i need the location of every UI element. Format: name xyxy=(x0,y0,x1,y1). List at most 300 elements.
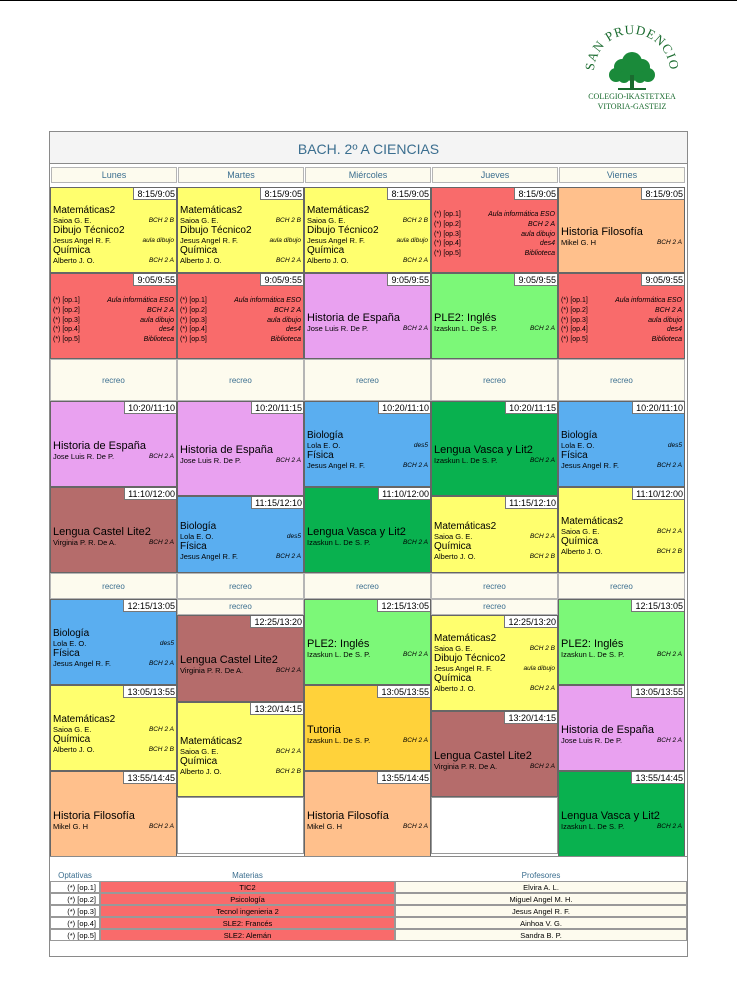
lesson-time: 9:05/9:55 xyxy=(387,274,430,286)
teacher-name: Saioa G. E. xyxy=(307,216,346,225)
teacher-name: Izaskun L. De S. P. xyxy=(561,822,625,831)
tree-logo-icon xyxy=(582,20,682,132)
option-row xyxy=(180,335,301,345)
teacher-name: Izaskun L. De S. P. xyxy=(434,456,498,465)
room-name: BCH 2 B xyxy=(148,217,174,224)
room-name: des5 xyxy=(159,640,174,647)
teacher-name: Mikel G. H xyxy=(53,822,89,831)
teacher-name: Saioa G. E. xyxy=(561,527,600,536)
lesson-content xyxy=(561,810,682,831)
legend-profesor: Miguel Angel M. H. xyxy=(395,893,687,905)
lesson-content xyxy=(561,296,682,345)
subject-name: Matemáticas2 xyxy=(434,521,497,532)
option-code: (*) [op.3] xyxy=(180,316,207,324)
subject-name: Física xyxy=(53,648,80,659)
lesson-time: 12:15/13:05 xyxy=(631,600,684,612)
lesson-time: 9:05/9:55 xyxy=(641,274,684,286)
option-code: (*) [op.5] xyxy=(53,336,80,344)
teacher-name: Jesus Angel R. F. xyxy=(307,236,365,245)
subject-name: PLE2: Inglés xyxy=(307,638,370,650)
option-code: (*) [op.3] xyxy=(434,230,461,238)
teacher-name: Jose Luis R. De P. xyxy=(561,736,623,745)
option-code: (*) [op.1] xyxy=(180,297,207,304)
teacher-name: Saioa G. E. xyxy=(53,216,92,225)
room-name: BCH 2 A xyxy=(402,325,428,332)
legend-profesor: Elvira A. L. xyxy=(395,881,687,893)
lesson-time: 13:05/13:55 xyxy=(377,686,430,698)
lesson-cell xyxy=(304,487,431,573)
room-name: BCH 2 B xyxy=(275,217,301,224)
lesson-time: 11:15/12:10 xyxy=(251,497,303,509)
room-name: BCH 2 A xyxy=(148,257,174,264)
option-code: (*) [op.4] xyxy=(53,326,80,334)
school-logo xyxy=(582,20,682,132)
lesson-time: 13:55/14:45 xyxy=(123,772,176,784)
option-code: (*) [op.3] xyxy=(53,316,80,324)
teacher-name: Virginia P. R. De A. xyxy=(180,666,244,675)
lesson-content xyxy=(53,440,174,461)
recreo-cell: recreo xyxy=(558,573,685,599)
teacher-room-line xyxy=(53,725,174,734)
option-room: Aula informática ESO xyxy=(234,297,301,304)
teacher-name: Jose Luis R. De P. xyxy=(307,324,369,333)
lesson-cell xyxy=(304,599,431,685)
room-name: BCH 2 B xyxy=(148,746,174,753)
recreo-cell: recreo xyxy=(50,359,177,401)
teacher-name: Jose Luis R. De P. xyxy=(53,452,115,461)
subject-name: Química xyxy=(53,734,91,745)
recreo-cell: recreo xyxy=(177,573,304,599)
recreo-cell: recreo xyxy=(558,359,685,401)
lesson-time: 13:55/14:45 xyxy=(377,772,430,784)
lesson-content xyxy=(180,205,301,265)
legend-header-optativas: Optativas xyxy=(58,871,92,880)
subject-name: Química xyxy=(180,245,218,256)
lesson-cell xyxy=(50,401,177,487)
subject-name: Lengua Vasca y Lit2 xyxy=(561,810,660,822)
lesson-cell xyxy=(304,771,431,857)
lesson-content xyxy=(307,526,428,547)
teacher-name: Izaskun L. De S. P. xyxy=(307,538,371,547)
lesson-content xyxy=(307,430,428,470)
lesson-cell xyxy=(177,702,304,797)
lesson-content xyxy=(53,296,174,345)
lesson-time: 13:05/13:55 xyxy=(123,686,176,698)
subject-name: Biología xyxy=(307,430,344,441)
lesson-cell xyxy=(50,273,177,359)
subject-name: Química xyxy=(434,673,472,684)
room-name: BCH 2 A xyxy=(275,748,301,755)
recreo-cell: recreo xyxy=(431,359,558,401)
subject-name: Lengua Castel Lite2 xyxy=(53,526,151,538)
subject-name: Matemáticas2 xyxy=(180,205,243,216)
lesson-content xyxy=(561,430,682,470)
room-name: BCH 2 A xyxy=(529,457,555,464)
room-name: BCH 2 A xyxy=(529,763,555,770)
legend-spacer xyxy=(50,856,687,870)
room-name: BCH 2 A xyxy=(656,239,682,246)
room-name: BCH 2 A xyxy=(402,257,428,264)
teacher-room-line xyxy=(180,767,301,776)
legend-materia: SLE2: Francés xyxy=(100,917,395,929)
option-row xyxy=(561,306,682,316)
lesson-content xyxy=(307,724,428,745)
lesson-time: 13:05/13:55 xyxy=(631,686,684,698)
subject-name: Matemáticas2 xyxy=(53,205,116,216)
room-name: des5 xyxy=(667,442,682,449)
teacher-room-line xyxy=(180,456,301,465)
option-room: BCH 2 A xyxy=(528,220,555,228)
subject-name: Historia de España xyxy=(561,724,654,736)
teacher-name: Izaskun L. De S. P. xyxy=(307,650,371,659)
teacher-room-line xyxy=(307,736,428,745)
subject-name: Biología xyxy=(180,521,217,532)
teacher-room-line xyxy=(434,684,555,693)
lesson-cell xyxy=(50,187,177,273)
teacher-room-line xyxy=(53,452,174,461)
lesson-cell xyxy=(177,187,304,273)
room-name: BCH 2 A xyxy=(275,457,301,464)
subject-name: Matemáticas2 xyxy=(561,516,624,527)
lesson-time: 8:15/9:05 xyxy=(641,188,684,200)
top-border-line xyxy=(0,0,737,1)
option-room: Aula informática ESO xyxy=(615,297,682,304)
lesson-cell xyxy=(304,187,431,273)
option-row xyxy=(561,296,682,306)
option-room: Biblioteca xyxy=(143,336,174,344)
option-row xyxy=(53,335,174,345)
legend-row xyxy=(50,917,687,929)
option-code: (*) [op.5] xyxy=(561,336,588,344)
teacher-room-line xyxy=(561,461,682,470)
option-room: aula dibujo xyxy=(267,316,301,324)
lesson-cell xyxy=(558,599,685,685)
lesson-time: 11:10/12:00 xyxy=(124,488,176,500)
subject-name: Dibujo Técnico2 xyxy=(53,225,125,236)
option-row xyxy=(53,325,174,335)
lesson-time: 11:15/12:10 xyxy=(505,497,557,509)
lesson-time: 9:05/9:55 xyxy=(514,274,557,286)
recreo-cell: recreo xyxy=(431,599,558,615)
subject-name: Matemáticas2 xyxy=(434,633,497,644)
room-name: BCH 2 A xyxy=(656,823,682,830)
teacher-name: Lola E. O. xyxy=(180,532,214,541)
legend-row xyxy=(50,905,687,917)
teacher-name: Jose Luis R. De P. xyxy=(180,456,242,465)
lesson-cell xyxy=(50,771,177,857)
teacher-room-line xyxy=(180,256,301,265)
teacher-name: Jesus Angel R. F. xyxy=(561,461,619,470)
teacher-room-line xyxy=(180,666,301,675)
teacher-room-line xyxy=(53,822,174,831)
subject-name: Química xyxy=(53,245,91,256)
option-room: Aula informática ESO xyxy=(488,211,555,218)
option-row xyxy=(53,296,174,306)
teacher-room-line xyxy=(561,441,682,450)
legend-materia: Tecnol ingenieria 2 xyxy=(100,905,395,917)
teacher-name: Saioa G. E. xyxy=(53,725,92,734)
teacher-name: Izaskun L. De S. P. xyxy=(561,650,625,659)
lesson-cell xyxy=(558,771,685,857)
subject-name: Historia de España xyxy=(53,440,146,452)
legend-materia: TIC2 xyxy=(100,881,395,893)
lesson-time: 9:05/9:55 xyxy=(260,274,303,286)
lesson-cell xyxy=(431,615,558,711)
legend-profesor: Sandra B. P. xyxy=(395,929,687,941)
subject-name: Historia de España xyxy=(307,312,400,324)
lesson-content xyxy=(307,205,428,265)
room-name: BCH 2 A xyxy=(148,660,174,667)
option-code: (*) [op.2] xyxy=(434,220,461,228)
subject-name: Dibujo Técnico2 xyxy=(434,653,506,664)
teacher-name: Saioa G. E. xyxy=(434,532,473,541)
teacher-name: Virginia P. R. De A. xyxy=(53,538,117,547)
option-code: (*) [op.5] xyxy=(434,250,461,258)
teacher-room-line xyxy=(434,664,555,673)
room-name: BCH 2 A xyxy=(402,737,428,744)
lesson-cell xyxy=(431,711,558,797)
subject-name: Matemáticas2 xyxy=(53,714,116,725)
teacher-room-line xyxy=(561,527,682,536)
lesson-time: 12:15/13:05 xyxy=(123,600,176,612)
teacher-room-line xyxy=(53,256,174,265)
teacher-room-line xyxy=(561,822,682,831)
lesson-cell xyxy=(50,685,177,771)
lesson-content xyxy=(434,444,555,465)
teacher-room-line xyxy=(434,552,555,561)
option-code: (*) [op.4] xyxy=(180,326,207,334)
option-row xyxy=(434,230,555,240)
option-row xyxy=(434,210,555,220)
room-name: BCH 2 B xyxy=(275,768,301,775)
lesson-content xyxy=(307,638,428,659)
teacher-room-line xyxy=(307,216,428,225)
teacher-name: Alberto J. O. xyxy=(307,256,349,265)
lesson-content xyxy=(307,312,428,333)
teacher-room-line xyxy=(53,659,174,668)
room-name: BCH 2 A xyxy=(148,453,174,460)
legend-row xyxy=(50,893,687,905)
option-room: aula dibujo xyxy=(648,316,682,324)
option-room: Biblioteca xyxy=(524,250,555,258)
teacher-name: Mikel G. H xyxy=(307,822,343,831)
option-room: aula dibujo xyxy=(140,316,174,324)
teacher-room-line xyxy=(307,650,428,659)
empty-slot xyxy=(177,797,304,854)
teacher-name: Virginia P. R. De A. xyxy=(434,762,498,771)
lesson-cell xyxy=(431,273,558,359)
legend-option: (*) [op.2] xyxy=(50,893,100,905)
option-code: (*) [op.2] xyxy=(561,306,588,314)
room-name: BCH 2 B xyxy=(402,217,428,224)
teacher-name: Lola E. O. xyxy=(53,639,87,648)
teacher-room-line xyxy=(561,547,682,556)
teacher-room-line xyxy=(180,236,301,245)
day-header-viernes: Viernes xyxy=(559,167,685,183)
subject-name: Lengua Castel Lite2 xyxy=(180,654,278,666)
room-name: BCH 2 B xyxy=(656,548,682,555)
teacher-name: Jesus Angel R. F. xyxy=(307,461,365,470)
lesson-content xyxy=(180,654,301,675)
teacher-room-line xyxy=(561,736,682,745)
lesson-time: 12:25/13:20 xyxy=(504,616,557,628)
legend-option: (*) [op.3] xyxy=(50,905,100,917)
teacher-name: Izaskun L. De S. P. xyxy=(434,324,498,333)
logo-name: SAN PRUDENCIO xyxy=(582,21,682,72)
empty-slot xyxy=(431,797,558,854)
option-code: (*) [op.1] xyxy=(434,211,461,218)
room-name: BCH 2 B xyxy=(529,553,555,560)
subject-name: Química xyxy=(307,245,345,256)
option-row xyxy=(434,220,555,230)
teacher-name: Saioa G. E. xyxy=(180,216,219,225)
lesson-time: 13:55/14:45 xyxy=(631,772,684,784)
lesson-content xyxy=(561,638,682,659)
subject-name: Física xyxy=(307,450,334,461)
subject-name: Historia Filosofía xyxy=(307,810,389,822)
teacher-name: Alberto J. O. xyxy=(180,767,222,776)
subject-name: PLE2: Inglés xyxy=(561,638,624,650)
room-name: BCH 2 A xyxy=(656,462,682,469)
teacher-room-line xyxy=(53,216,174,225)
room-name: des5 xyxy=(413,442,428,449)
lesson-time: 9:05/9:55 xyxy=(133,274,176,286)
lesson-time: 10:20/11:10 xyxy=(124,402,176,414)
subject-name: Lengua Castel Lite2 xyxy=(434,750,532,762)
teacher-name: Alberto J. O. xyxy=(180,256,222,265)
option-row xyxy=(180,316,301,326)
teacher-name: Jesus Angel R. F. xyxy=(434,664,492,673)
lesson-content xyxy=(434,521,555,561)
lesson-content xyxy=(53,810,174,831)
lesson-cell xyxy=(177,401,304,496)
lesson-time: 8:15/9:05 xyxy=(514,188,557,200)
lesson-content xyxy=(53,714,174,754)
lesson-cell xyxy=(431,496,558,573)
lesson-content xyxy=(561,724,682,745)
lesson-time: 10:20/11:15 xyxy=(505,402,557,414)
teacher-name: Alberto J. O. xyxy=(434,552,476,561)
lesson-content xyxy=(180,736,301,776)
lesson-cell xyxy=(304,685,431,771)
option-code: (*) [op.1] xyxy=(561,297,588,304)
option-row xyxy=(180,306,301,316)
subject-name: Física xyxy=(561,450,588,461)
lesson-content xyxy=(434,210,555,259)
lesson-cell xyxy=(177,273,304,359)
legend-materia: SLE2: Alemán xyxy=(100,929,395,941)
legend-header-profesores: Profesores xyxy=(521,871,561,880)
teacher-room-line xyxy=(434,324,555,333)
teacher-name: Jesus Angel R. F. xyxy=(53,236,111,245)
teacher-room-line xyxy=(180,552,301,561)
teacher-name: Lola E. O. xyxy=(307,441,341,450)
teacher-name: Alberto J. O. xyxy=(53,745,95,754)
legend-row xyxy=(50,881,687,893)
option-code: (*) [op.1] xyxy=(53,297,80,304)
day-header-martes: Martes xyxy=(178,167,304,183)
room-name: BCH 2 A xyxy=(402,651,428,658)
teacher-room-line xyxy=(307,236,428,245)
teacher-room-line xyxy=(53,639,174,648)
room-name: BCH 2 A xyxy=(402,462,428,469)
lesson-time: 8:15/9:05 xyxy=(387,188,430,200)
lesson-cell xyxy=(304,273,431,359)
room-name: BCH 2 A xyxy=(529,685,555,692)
recreo-cell: recreo xyxy=(304,359,431,401)
room-name: BCH 2 A xyxy=(529,325,555,332)
subject-name: Matemáticas2 xyxy=(180,736,243,747)
recreo-cell: recreo xyxy=(50,573,177,599)
option-row xyxy=(434,239,555,249)
room-name: BCH 2 A xyxy=(275,257,301,264)
room-name: BCH 2 A xyxy=(275,667,301,674)
room-name: BCH 2 B xyxy=(529,645,555,652)
recreo-cell: recreo xyxy=(304,573,431,599)
subject-name: Historia de España xyxy=(180,444,273,456)
teacher-room-line xyxy=(561,238,682,247)
lesson-time: 11:10/12:00 xyxy=(632,488,684,500)
lesson-cell xyxy=(304,401,431,487)
teacher-room-line xyxy=(434,456,555,465)
room-name: BCH 2 A xyxy=(656,737,682,744)
lesson-content xyxy=(53,526,174,547)
room-name: BCH 2 A xyxy=(529,533,555,540)
option-room: BCH 2 A xyxy=(274,306,301,314)
lesson-content xyxy=(561,226,682,247)
legend-profesor: Ainhoa V. G. xyxy=(395,917,687,929)
subject-name: Historia Filosofía xyxy=(53,810,135,822)
subject-name: Tutoria xyxy=(307,724,341,736)
option-row xyxy=(53,306,174,316)
option-room: des4 xyxy=(158,326,174,334)
day-header-jueves: Jueves xyxy=(432,167,558,183)
option-room: des4 xyxy=(539,240,555,248)
lesson-time: 12:15/13:05 xyxy=(377,600,430,612)
legend-header-materias: Materias xyxy=(232,871,263,880)
lesson-content xyxy=(53,205,174,265)
teacher-room-line xyxy=(307,441,428,450)
option-room: BCH 2 A xyxy=(147,306,174,314)
lesson-cell xyxy=(177,615,304,702)
teacher-name: Mikel G. H xyxy=(561,238,597,247)
lesson-cell xyxy=(558,273,685,359)
page-title: BACH. 2º A CIENCIAS xyxy=(50,132,687,164)
subject-name: Química xyxy=(180,756,218,767)
teacher-name: Alberto J. O. xyxy=(561,547,603,556)
option-room: Aula informática ESO xyxy=(107,297,174,304)
teacher-name: Izaskun L. De S. P. xyxy=(307,736,371,745)
room-name: BCH 2 A xyxy=(275,553,301,560)
teacher-room-line xyxy=(53,236,174,245)
subject-name: Química xyxy=(561,536,599,547)
room-name: aula dibujo xyxy=(142,237,174,244)
lesson-cell xyxy=(177,496,304,573)
teacher-room-line xyxy=(561,650,682,659)
subject-name: Dibujo Técnico2 xyxy=(307,225,379,236)
lesson-content xyxy=(434,750,555,771)
option-row xyxy=(53,316,174,326)
subject-name: Biología xyxy=(53,628,90,639)
room-name: aula dibujo xyxy=(396,237,428,244)
lesson-content xyxy=(180,444,301,465)
lesson-cell xyxy=(558,401,685,487)
teacher-name: Jesus Angel R. F. xyxy=(180,236,238,245)
option-row xyxy=(434,249,555,259)
teacher-name: Jesus Angel R. F. xyxy=(180,552,238,561)
lesson-cell xyxy=(558,685,685,771)
subject-name: Historia Filosofía xyxy=(561,226,643,238)
